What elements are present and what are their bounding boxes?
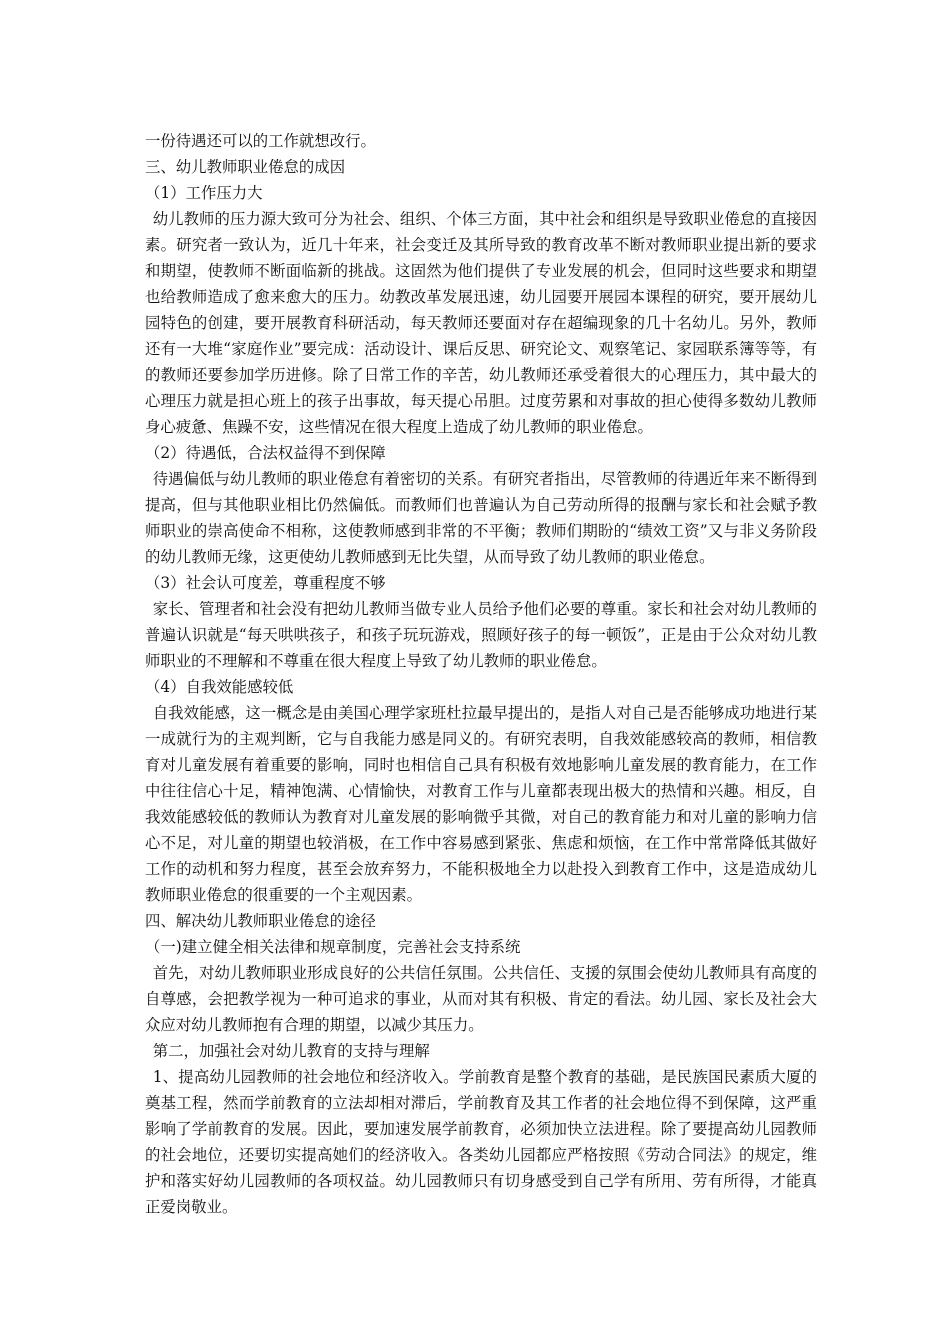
paragraph-low-pay: 待遇偏低与幼儿教师的职业倦怠有着密切的关系。有研究者指出，尽管教师的待遇近年来不断得到提高，但与其他职业相比仍然偏低。而教师们也普遍认为自己劳动所得的报酬与家长和社会赋予教师职业的崇高使命不相称，这使教师感到非常的不平衡；教师们期盼的“绩效工资”又与非义务阶段的幼儿教师无缘，这更使幼儿教师感到无比失望，从而导致了幼儿教师的职业倦怠。 <box>145 470 817 566</box>
paragraph-work-pressure: 幼儿教师的压力源大致可分为社会、组织、个体三方面，其中社会和组织是导致职业倦怠的直接因素。研究者一致认为，近几十年来，社会变迁及其所导致的教育改革不断对教师职业提出新的要求和期望，使教师不断面临新的挑战。这固然为他们提供了专业发展的机会，但同时这些要求和期望也给教师造成了愈来愈大的压力。幼教改革发展迅速，幼儿园要开展园本课程的研究，要开展幼儿园特色的创建，要开展教育科研活动，每天教师还要面对存在超编现象的几十名幼儿。另外，教师还有一大堆“家庭作业”要完成：活动设计、课后反思、研究论文、观察笔记、家园联系簿等等，有的教师还要参加学历进修。除了日常工作的辛苦，幼儿教师还承受着很大的心理压力，其中最大的心理压力就是担心班上的孩子出事故，每天提心吊胆。过度劳累和对事故的担心使得多数幼儿教师身心疲惫、焦躁不安，这些情况在很大程度上造成了幼儿教师的职业倦怠。 <box>145 210 817 436</box>
paragraph-second-point: 第二，加强社会对幼儿教育的支持与理解 <box>152 1042 430 1060</box>
section-heading-causes: 三、幼儿教师职业倦怠的成因 <box>145 158 346 176</box>
subheading-social-recognition: （3）社会认可度差，尊重程度不够 <box>145 574 386 592</box>
subheading-work-pressure: （1）工作压力大 <box>145 184 263 202</box>
paragraph-status-income: 1、提高幼儿园教师的社会地位和经济收入。学前教育是整个教育的基础，是民族国民素质大厦的奠基工程，然而学前教育的立法却相对滞后，学前教育及其工作者的社会地位得不到保障，这严重影响了学前教育的发展。因此，要加速发展学前教育，必须加快立法进程。除了要提高幼儿园教师的社会地位，还要切实提高她们的经济收入。各类幼儿园都应严格按照《劳动合同法》的规定，维护和落实好幼儿园教师的各项权益。幼儿园教师只有切身感受到自己学有所用、劳有所得，才能真正爱岗敬业。 <box>145 1068 817 1216</box>
paragraph-self-efficacy: 自我效能感，这一概念是由美国心理学家班杜拉最早提出的，是指人对自己是否能够成功地进行某一成就行为的主观判断，它与自我能力感是同义的。有研究表明，自我效能感较高的教师，相信教育对儿童发展有着重要的影响，同时也相信自己具有积极有效地影响儿童发展的教育能力，在工作中往往信心十足，精神饱满、心情愉快，对教育工作与儿童都表现出极大的热情和兴趣。相反，自我效能感较低的教师认为教育对儿童发展的影响微乎其微，对自己的教育能力和对儿童的影响力信心不足，对儿童的期望也较消极，在工作中容易感到紧张、焦虑和烦恼，在工作中常常降低其做好工作的动机和努力程度，甚至会放弃努力，不能积极地全力以赴投入到教育工作中，这是造成幼儿教师职业倦怠的很重要的一个主观因素。 <box>145 704 817 904</box>
continued-line: 一份待遇还可以的工作就想改行。 <box>145 132 376 150</box>
subheading-legal-system: （一)建立健全相关法律和规章制度，完善社会支持系统 <box>145 938 521 956</box>
paragraph-public-trust: 首先，对幼儿教师职业形成良好的公共信任氛围。公共信任、支援的氛围会使幼儿教师具有高度的自尊感，会把教学视为一种可追求的事业，从而对其有积极、肯定的看法。幼儿园、家长及社会大众应对幼儿教师抱有合理的期望，以减少其压力。 <box>145 964 817 1034</box>
paragraph-social-recognition: 家长、管理者和社会没有把幼儿教师当做专业人员给予他们必要的尊重。家长和社会对幼儿教师的普遍认识就是“每天哄哄孩子，和孩子玩玩游戏，照顾好孩子的每一顿饭”，正是由于公众对幼儿教师职业的不理解和不尊重在很大程度上导致了幼儿教师的职业倦怠。 <box>145 600 817 670</box>
subheading-self-efficacy: （4）自我效能感较低 <box>145 678 294 696</box>
document-page <box>145 128 817 1220</box>
subheading-low-pay: （2）待遇低，合法权益得不到保障 <box>145 444 386 462</box>
section-heading-solutions: 四、解决幼儿教师职业倦怠的途径 <box>145 912 376 930</box>
